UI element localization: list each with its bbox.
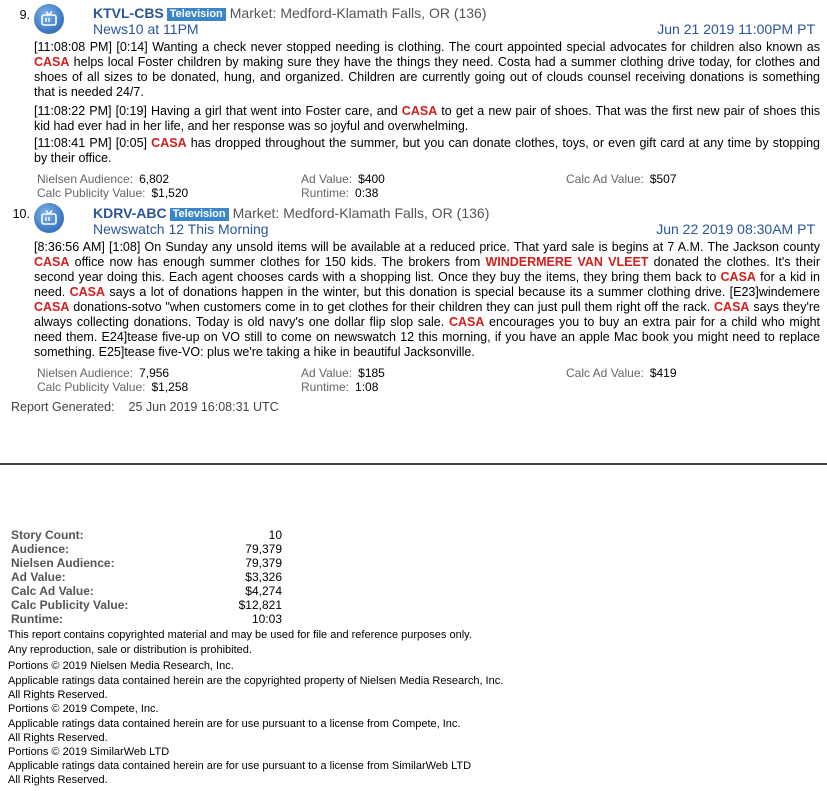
summary-label: Audience: — [11, 542, 70, 556]
nielsen-audience — [37, 366, 169, 380]
segment-text: to get a new pair of shoes. That was the first new pair of shoes this kid had ever had in her life, and her response was so joyful and overwhelming. — [34, 104, 820, 133]
meta-label: Calc Ad Value: — [566, 172, 644, 186]
footer-line: This report contains copyrighted material and may be used for file and reference purposes only. — [8, 629, 472, 641]
meta-value: $419 — [649, 366, 677, 380]
footer-line: Portions © 2019 Nielsen Media Research, Inc. — [8, 660, 234, 672]
keyword-highlight: CASA — [448, 315, 485, 329]
segment-text: [11:08:08 PM] [0:14] Wanting a check never stopped needing is clothing. The court appointed special advocates for children also known as — [34, 40, 820, 54]
meta-label: Calc Ad Value: — [566, 366, 644, 380]
keyword-highlight: CASA — [714, 300, 750, 314]
meta-value: 6,802 — [139, 172, 170, 186]
meta-label: Ad Value: — [301, 172, 353, 186]
calc-publicity-value — [37, 186, 188, 200]
calc-ad-value — [566, 366, 677, 380]
meta-label: Runtime: — [301, 186, 350, 200]
keyword-highlight: CASA — [720, 270, 756, 284]
media-type-badge: Television — [167, 8, 226, 21]
calc-publicity-value — [37, 380, 188, 394]
page-divider — [0, 463, 827, 465]
summary-label: Runtime: — [11, 612, 63, 626]
ad-value — [301, 172, 385, 186]
calc-ad-value — [566, 172, 677, 186]
meta-label: Calc Publicity Value: — [37, 380, 146, 394]
transcript-segment — [34, 136, 820, 166]
segment-text: says a lot of donations happen in the winter, but this donation is special because its a summer clothing drive. [E23]windemere — [105, 285, 820, 299]
station-header — [93, 205, 489, 221]
air-date: Jun 21 2019 11:00PM PT — [657, 21, 815, 37]
summary-label: Calc Ad Value: — [11, 584, 94, 598]
keyword-highlight: CASA — [34, 255, 70, 269]
program-link[interactable]: Newswatch 12 This Morning — [93, 221, 269, 237]
footer-line: Portions © 2019 SimilarWeb LTD — [8, 746, 170, 758]
summary-label: Calc Publicity Value: — [11, 598, 129, 612]
transcript-segment — [34, 240, 820, 360]
segment-text: says they're always collecting donations. Today is old navy's one dollar flip slop sale. — [34, 300, 821, 329]
segment-text: [11:08:22 PM] [0:19] Having a girl that went into Foster care, and — [34, 104, 402, 118]
television-icon — [34, 203, 64, 233]
meta-label: Nielsen Audience: — [37, 172, 134, 186]
segment-text: donated the clothes. It's their second year doing this. Each agent chooses cards with a shopping list. Once they buy the items, they bring them back to — [34, 255, 820, 284]
transcript-segment — [34, 104, 820, 134]
station-header — [93, 5, 487, 21]
summary-value: 79,379 — [245, 542, 282, 556]
segment-text: for a kid in need. — [34, 270, 821, 299]
meta-value: $507 — [649, 172, 677, 186]
keyword-highlight: CASA — [151, 136, 187, 150]
report-generated — [11, 400, 279, 414]
keyword-highlight: CASA — [34, 300, 70, 314]
summary-value: 10:03 — [251, 612, 282, 626]
summary-value: $4,274 — [245, 584, 282, 598]
footer-line: All Rights Reserved. — [8, 732, 108, 744]
summary-value: 79,379 — [245, 556, 282, 570]
meta-value: 7,956 — [139, 366, 170, 380]
summary-label: Ad Value: — [11, 570, 66, 584]
air-date: Jun 22 2019 08:30AM PT — [656, 221, 815, 237]
report-generated-label: Report Generated: — [11, 400, 115, 414]
segment-text: has dropped throughout the summer, but you can donate clothes, toys, or even gift card at any time by stopping by their office. — [34, 136, 820, 165]
footer-line: Applicable ratings data contained herein are for use pursuant to a license from SimilarWeb LTD — [8, 760, 472, 772]
footer-line: Any reproduction, sale or distribution is prohibited. — [8, 644, 252, 656]
footer-line: All Rights Reserved. — [8, 774, 108, 786]
meta-label: Ad Value: — [301, 366, 353, 380]
footer-line: All Rights Reserved. — [8, 689, 108, 701]
segment-text: [8:36:56 AM] [1:08] On Sunday any unsold items will be available at a reduced price. That yard sale is begins at 7 A.M. The Jackson county — [34, 240, 820, 254]
segment-text: office now has enough summer clothes for 150 kids. The brokers from — [69, 255, 486, 269]
entry-number: 10. — [12, 207, 30, 221]
meta-value: $1,520 — [151, 186, 189, 200]
segment-text: encourages you to buy an extra pair for a child who might need them. E24]tease five-up on VO still to come on newswatch 12 this morning, if you have an apple Mac book you might need to replace something. E25]tease five-VO: plus we're taking a hike in beautiful Jacksonville. — [34, 315, 820, 359]
segment-text: [11:08:41 PM] [0:05] — [34, 136, 152, 150]
meta-value: $400 — [358, 172, 385, 186]
transcript-segment — [34, 40, 820, 100]
report-generated-value: 25 Jun 2019 16:08:31 UTC — [128, 400, 279, 414]
television-icon — [34, 4, 64, 34]
runtime — [301, 186, 378, 200]
summary-label: Story Count: — [11, 528, 84, 542]
segment-text: helps local Foster children by making sure they have the things they need. Costa had a summer clothing drive today, for clothes and shoes of all sizes to be donated, hung, and organized. Children are currently going out of clouds counsel receiving donations is something that is needed 24/7. — [34, 55, 820, 99]
program-link[interactable]: News10 at 11PM — [93, 21, 199, 37]
summary-value: 10 — [268, 528, 282, 542]
summary-value: $12,821 — [238, 598, 282, 612]
meta-value: 0:38 — [355, 186, 379, 200]
station-link[interactable]: KTVL-CBS — [93, 5, 164, 21]
keyword-highlight: WINDERMERE VAN VLEET — [485, 255, 649, 269]
meta-label: Runtime: — [301, 380, 350, 394]
market-label: Market: Medford-Klamath Falls, OR (136) — [229, 5, 487, 21]
station-link[interactable]: KDRV-ABC — [93, 205, 167, 221]
summary-value: $3,326 — [245, 570, 282, 584]
meta-value: $1,258 — [151, 380, 189, 394]
meta-value: $185 — [358, 366, 385, 380]
segment-text: donations-sotvo "when customers come in to get clothes for their children they can just pull them right off the rack. — [69, 300, 715, 314]
nielsen-audience — [37, 172, 169, 186]
ad-value — [301, 366, 385, 380]
footer-line: Applicable ratings data contained herein are for use pursuant to a license from Compete, Inc. — [8, 718, 461, 730]
footer-line: Applicable ratings data contained herein are the copyrighted property of Nielsen Media Research, Inc. — [8, 675, 504, 687]
market-label: Market: Medford-Klamath Falls, OR (136) — [232, 205, 490, 221]
summary-label: Nielsen Audience: — [11, 556, 115, 570]
keyword-highlight: CASA — [401, 104, 438, 118]
footer-line: Portions © 2019 Compete, Inc. — [8, 703, 159, 715]
meta-value: 1:08 — [355, 380, 379, 394]
entry-number: 9. — [19, 8, 30, 22]
meta-label: Calc Publicity Value: — [37, 186, 146, 200]
keyword-highlight: CASA — [34, 55, 70, 69]
meta-label: Nielsen Audience: — [37, 366, 134, 380]
media-type-badge: Television — [170, 208, 229, 221]
keyword-highlight: CASA — [69, 285, 106, 299]
runtime — [301, 380, 378, 394]
